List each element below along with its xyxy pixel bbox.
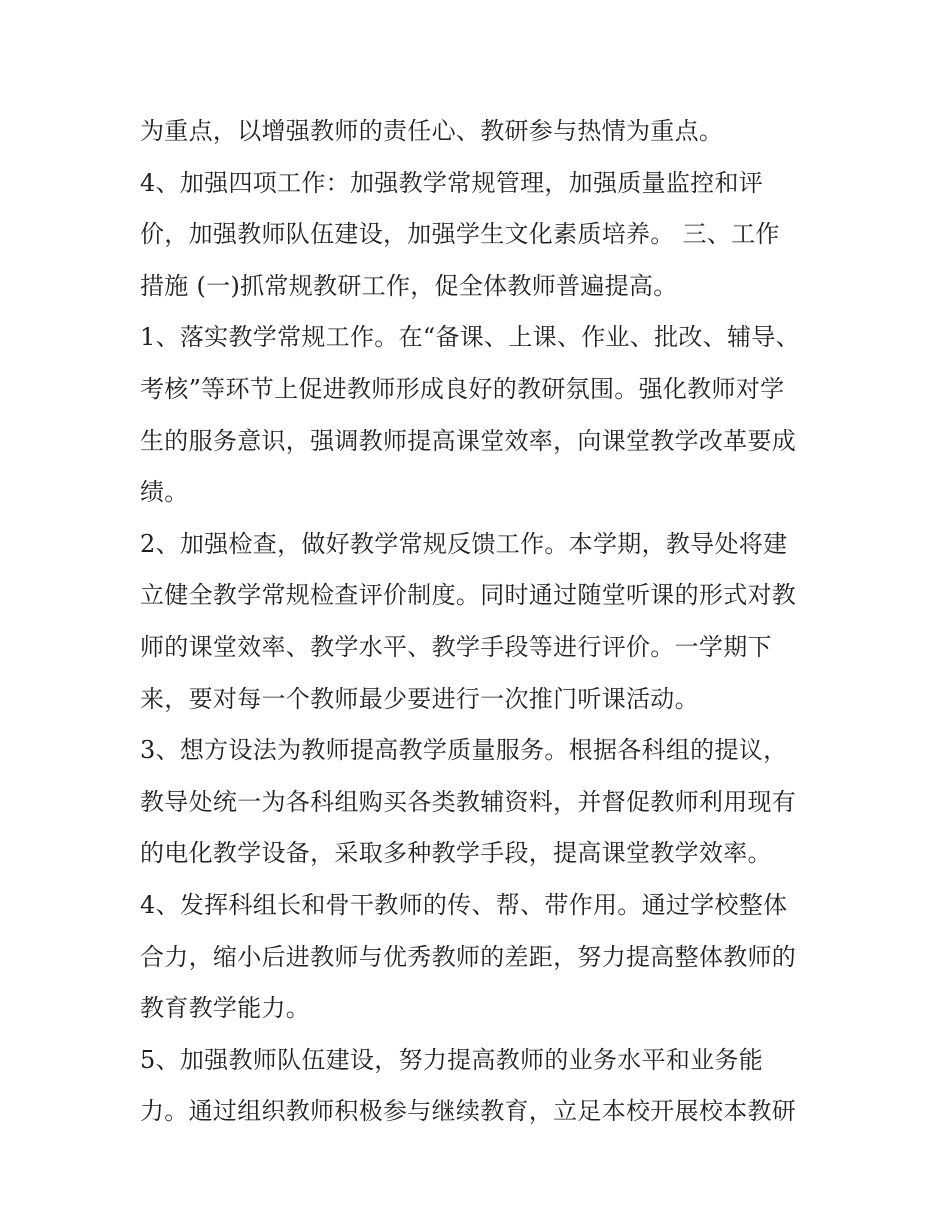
text-line: 教导处统一为各科组购买各类教辅资料，并督促教师利用现有 <box>140 787 797 816</box>
text-line: 3、想方设法为教师提高教学质量服务。根据各科组的提议， <box>140 736 788 765</box>
text-line: 考核”等环节上促进教师形成良好的教研氛围。强化教师对学 <box>140 374 785 403</box>
text-line: 的电化教学设备，采取多种教学手段，提高课堂教学效率。 <box>140 839 772 868</box>
text-line: 4、加强四项工作：加强教学常规管理，加强质量监控和评 <box>140 168 764 197</box>
text-line: 4、发挥科组长和骨干教师的传、帮、带作用。通过学校整体 <box>140 890 788 919</box>
text-line: 2、加强检查，做好教学常规反馈工作。本学期，教导处将建 <box>140 529 788 558</box>
text-line: 师的课堂效率、教学水平、教学手段等进行评价。一学期下 <box>140 632 772 661</box>
text-line: 1、落实教学常规工作。在“备课、上课、作业、批改、辅导、 <box>140 323 800 352</box>
text-line: 合力，缩小后进教师与优秀教师的差距，努力提高整体教师的 <box>140 942 797 971</box>
document-body <box>140 106 820 1138</box>
text-line: 力。通过组织教师积极参与继续教育，立足本校开展校本教研 <box>140 1097 797 1126</box>
text-line: 5、加强教师队伍建设，努力提高教师的业务水平和业务能 <box>140 1045 764 1074</box>
text-line: 生的服务意识，强调教师提高课堂效率，向课堂教学改革要成 <box>140 426 797 455</box>
text-line: 绩。 <box>140 478 189 507</box>
text-line: 教育教学能力。 <box>140 994 311 1023</box>
text-line: 措施 (一)抓常规教研工作，促全体教师普遍提高。 <box>140 271 678 300</box>
text-line: 价，加强教师队伍建设，加强学生文化素质培养。 三、工作 <box>140 220 780 249</box>
text-line: 立健全教学常规检查评价制度。同时通过随堂听课的形式对教 <box>140 581 797 610</box>
text-line: 来，要对每一个教师最少要进行一次推门听课活动。 <box>140 684 699 713</box>
text-line: 为重点，以增强教师的责任心、教研参与热情为重点。 <box>140 117 724 145</box>
